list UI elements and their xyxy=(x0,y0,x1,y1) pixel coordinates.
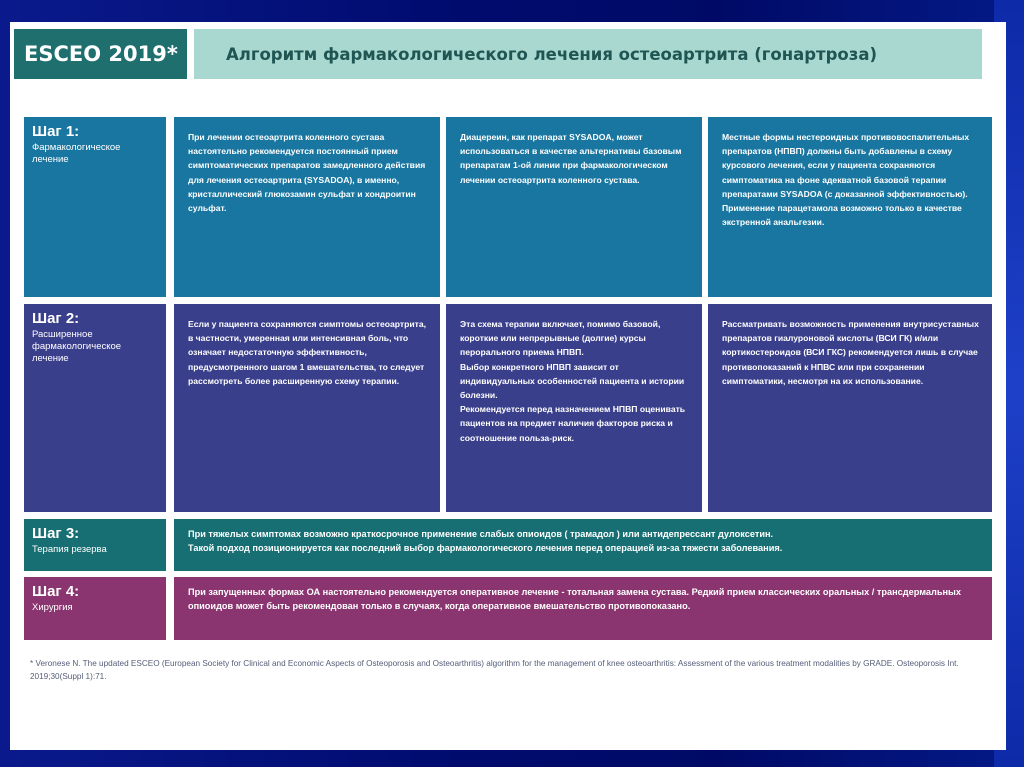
step-3-cell: При тяжелых симптомах возможно краткосрочное применение слабых опиоидов ( трамадол ) или антидепрессант дулоксетин. Такой подход позиционируется как последний выбор фармакологического лечения перед операцией из-за тяжести заболевания. xyxy=(174,519,992,571)
step-3-title: Шаг 3: xyxy=(32,525,80,542)
step-2-label xyxy=(24,304,166,512)
step-4-subtitle: Хирургия xyxy=(32,602,73,613)
step-4-cell: При запущенных формах ОА настоятельно рекомендуется оперативное лечение - тотальная замена сустава. Редкий прием классических оральных / трансдермальных опиоидов может быть рекомендован только в случаях, когда оперативное вмешательство противопоказано. xyxy=(174,577,992,640)
step-2-subtitle: Расширенное фармакологическое лечение xyxy=(32,329,122,364)
step-1-cell-2: Диацереин, как препарат SYSADOA, может использоваться в качестве альтернативы базовым препаратам 1-ой линии при фармакологическом лечении остеоартрита коленного сустава. xyxy=(446,117,702,297)
step-1-cell-3: Местные формы нестероидных противовоспалительных препаратов (НПВП) должны быть добавлены в схему курсового лечения, если у пациента сохраняются симптоматика на фоне адекватной базовой терапии препаратами SYSADOA (с доказанной эффективностью). Применение парацетамола возможно только в качестве экстренной анальгезии. xyxy=(708,117,992,297)
step-2-cell-2: Эта схема терапии включает, помимо базовой, короткие или непрерывные (долгие) курсы перорального приема НПВП. Выбор конкретного НПВП зависит от индивидуальных особенностей пациента и истории болезни. Рекомендуется перед назначением НПВП оценивать пациентов на предмет наличия факторов риска и соотношение польза-риск. xyxy=(446,304,702,512)
step-1-subtitle: Фармакологическое лечение xyxy=(32,142,121,165)
step-1-label xyxy=(24,117,166,297)
footnote-reference: * Veronese N. The updated ESCEO (European Society for Clinical and Economic Aspects of Osteoporosis and Osteoarthritis) algorithm for the management of knee osteoarthritis: Assessment of the various treatment modalities by GRADE. Osteoporosis Int. 2019;30(Suppl 1):71. xyxy=(30,659,959,681)
step-3-subtitle: Терапия резерва xyxy=(32,544,107,555)
step-1-cell-1: При лечении остеоартрита коленного сустава настоятельно рекомендуется постоянный прием симптоматических препаратов замедленного действия для лечения остеоартрита (SYSADOA), в именно, кристаллический глюкозамин сульфат и хондроитин сульфат. xyxy=(174,117,440,297)
esceo-badge: ESCEO 2019* xyxy=(14,29,187,79)
step-2-cell-3: Рассматривать возможность применения внутрисуставных препаратов гиалуроновой кислоты (ВСИ ГК) и/или кортикостероидов (ВСИ ГКС) рекомендуется лишь в случае противопоказаний к НПВС или при сохранении симптоматики, несмотря на их использование. xyxy=(708,304,992,512)
step-4-label xyxy=(24,577,166,640)
step-2-cell-1: Если у пациента сохраняются симптомы остеоартрита, в частности, умеренная или интенсивная боль, что означает недостаточную эффективность, предусмотренного шагом 1 вмешательства, то следует рассмотреть более расширенную схему терапии. xyxy=(174,304,440,512)
step-2-title: Шаг 2: xyxy=(32,310,80,327)
step-1-title: Шаг 1: xyxy=(32,123,80,140)
slide-title: Алгоритм фармакологического лечения остеоартрита (гонартроза) xyxy=(194,29,982,79)
step-3-label xyxy=(24,519,166,571)
step-4-title: Шаг 4: xyxy=(32,583,80,600)
